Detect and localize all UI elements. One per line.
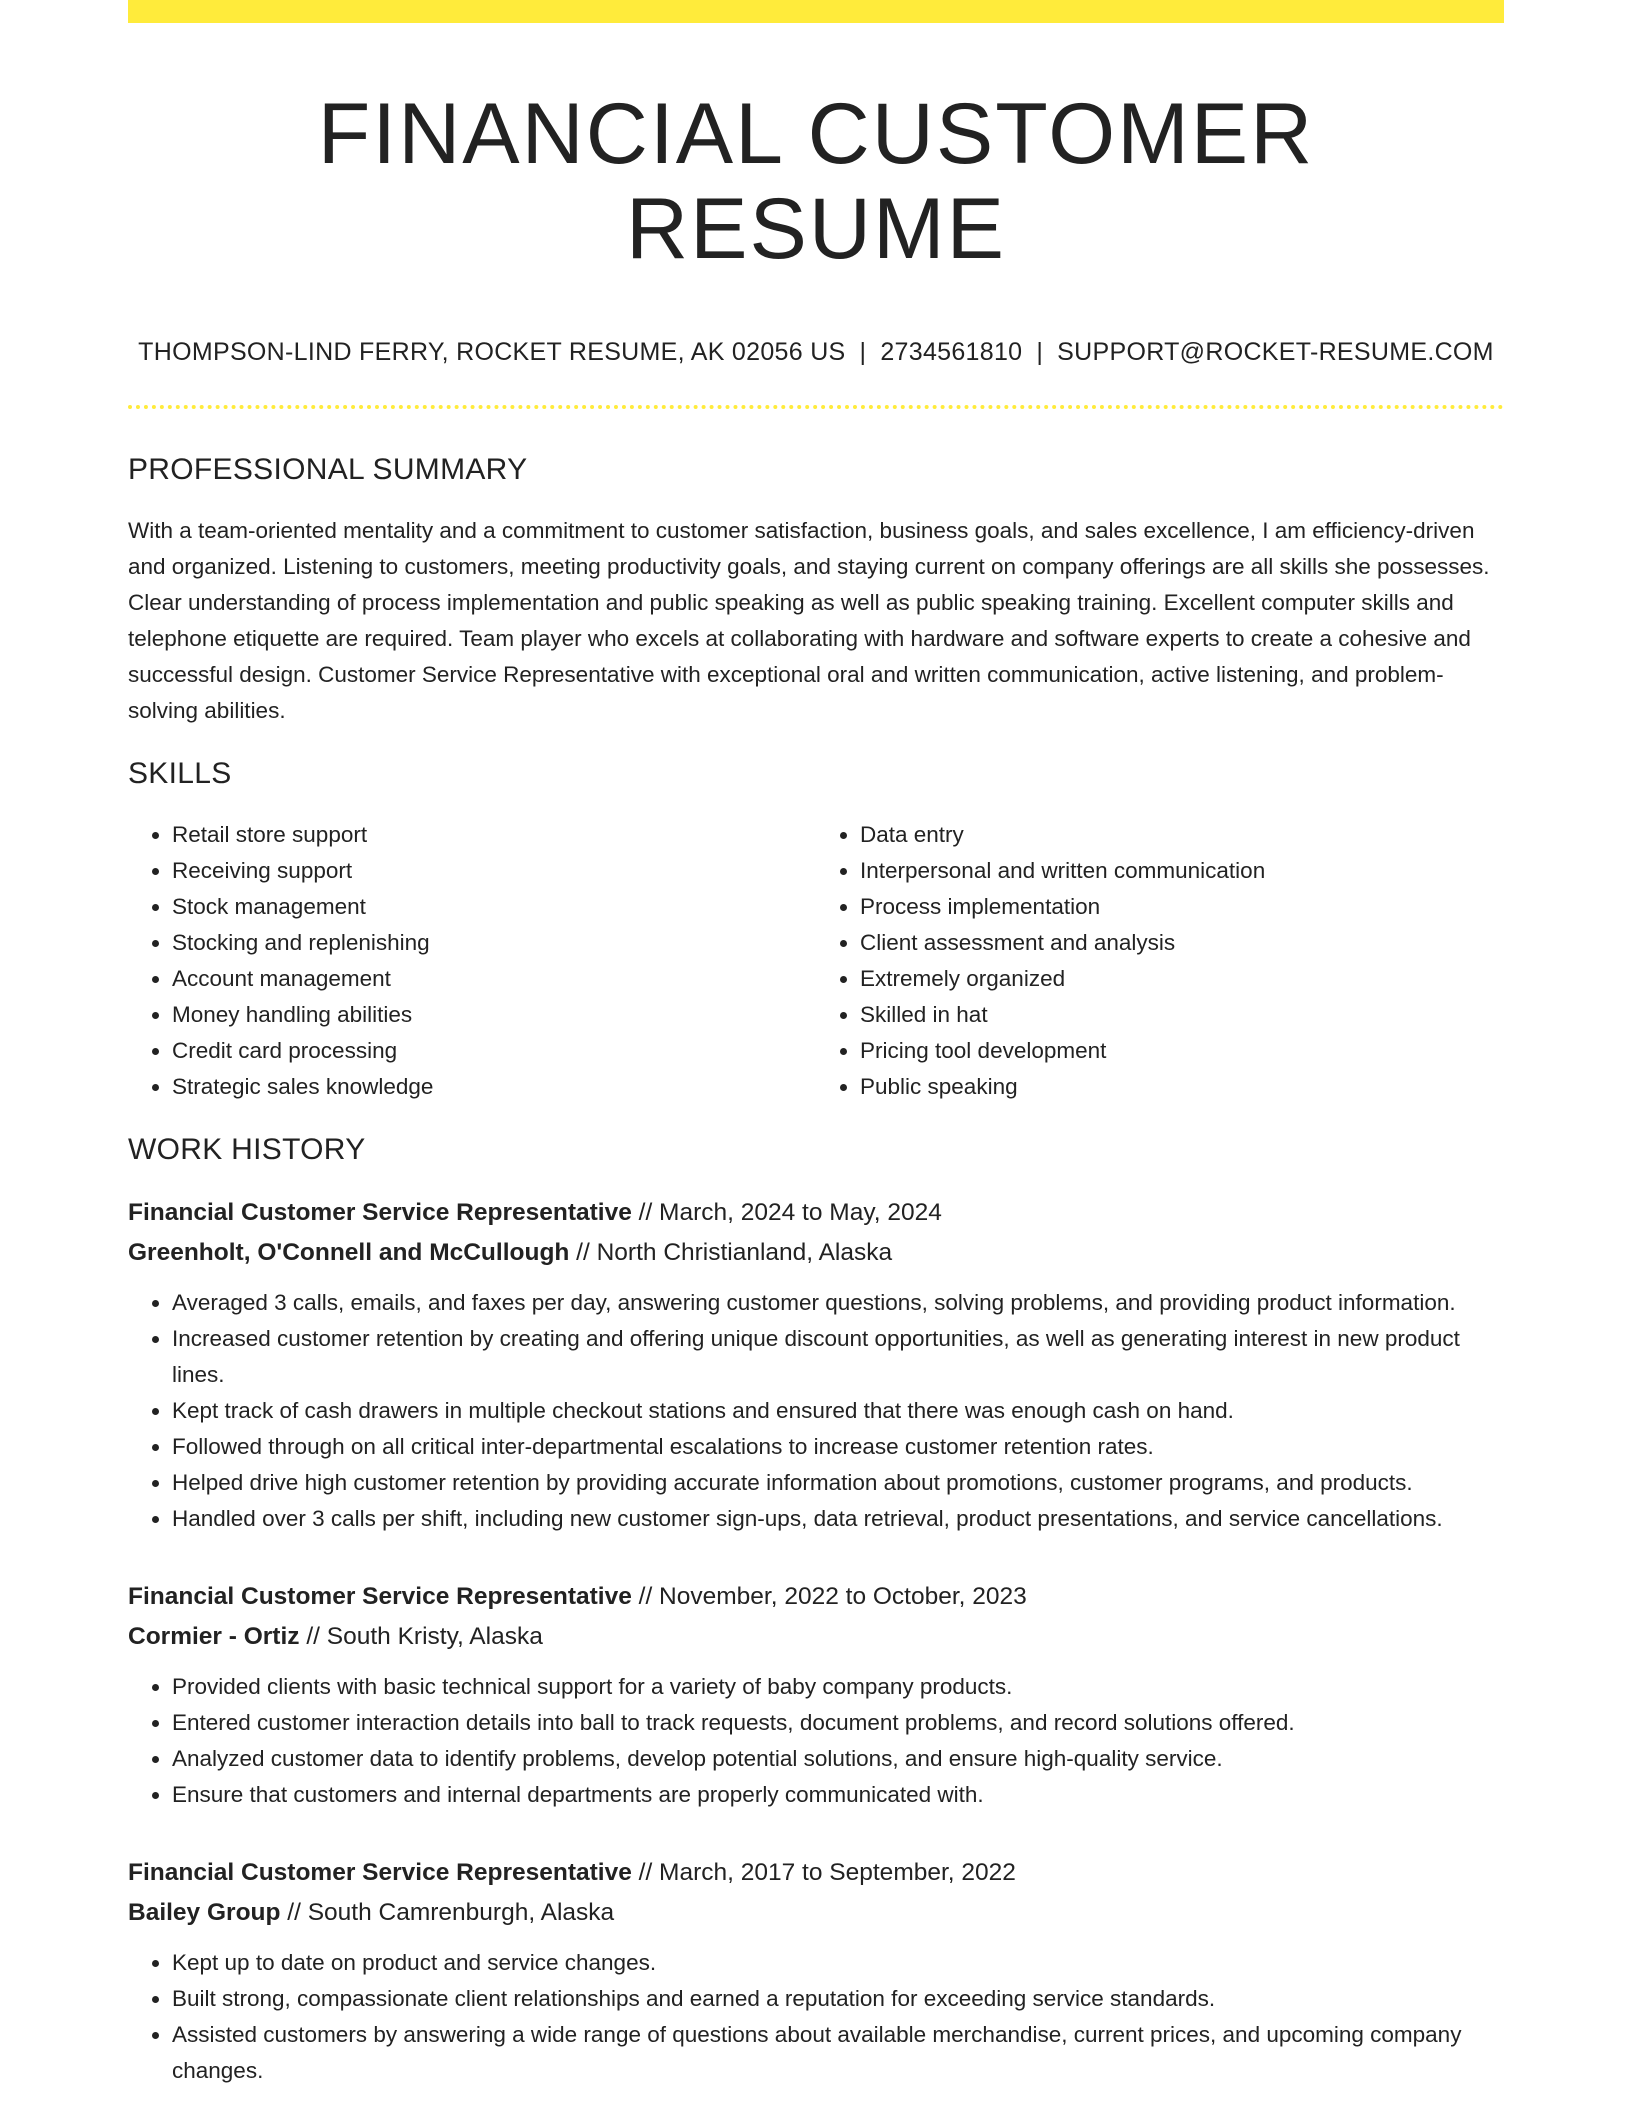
job-title-line [128, 1577, 1504, 1617]
job-bullet: • Analyzed customer data to identify problems, develop potential solutions, and ensure high-quality service. [172, 1741, 1504, 1777]
skill-item: • Extremely organized [860, 961, 1504, 997]
skills-list [128, 817, 1504, 1105]
job-bullet: • Increased customer retention by creating and offering unique discount opportunities, as well as generating interest in new product lines. [172, 1321, 1504, 1393]
work-history-heading: WORK HISTORY [128, 1133, 366, 1167]
resume-title: FINANCIAL CUSTOMER RESUME [317, 86, 1315, 277]
job-bullets [128, 1945, 1504, 2089]
job-entry [128, 1853, 1504, 2089]
skill-item: • Interpersonal and written communication [860, 853, 1504, 889]
job-bullet: • Built strong, compassionate client relationships and earned a reputation for exceeding service standards. [172, 1981, 1504, 2017]
job-role: Financial Customer Service Representative [128, 1859, 632, 1887]
job-bullet: • Assisted customers by answering a wide range of questions about available merchandise, current prices, and upcoming company changes. [172, 2017, 1504, 2089]
skill-item: • Retail store support [172, 817, 816, 853]
job-bullet: • Kept track of cash drawers in multiple checkout stations and ensured that there was enough cash on hand. [172, 1393, 1504, 1429]
job-company: Cormier - Ortiz [128, 1623, 300, 1651]
contact-line [128, 338, 1504, 367]
job-title-line [128, 1853, 1504, 1893]
skill-item: • Receiving support [172, 853, 816, 889]
job-entry [128, 1193, 1504, 1537]
job-bullet: • Followed through on all critical inter-departmental escalations to increase customer retention rates. [172, 1429, 1504, 1465]
job-dates: // March, 2024 to May, 2024 [631, 1199, 942, 1227]
skill-item: • Money handling abilities [172, 997, 816, 1033]
contact-separator: | [1036, 338, 1044, 367]
job-bullet: • Handled over 3 calls per shift, including new customer sign-ups, data retrieval, product presentations, and service cancellations. [172, 1501, 1504, 1537]
summary-text: With a team-oriented mentality and a commitment to customer satisfaction, business goals, and sales excellence, I am efficiency-driven and organized. Listening to customers, meeting productivity goals, and staying current on company offerings are all skills she possesses. Clear understanding of process implementation and public speaking as well as public speaking training. Excellent computer skills and telephone etiquette are required. Team player who excels at collaborating with hardware and software experts to create a cohesive and successful design. Customer Service Representative with exceptional oral and written communication, active listening, and problem-solving abilities. [128, 518, 1490, 724]
job-location: // North Christianland, Alaska [569, 1239, 893, 1267]
job-bullets [128, 1285, 1504, 1537]
job-bullet: • Kept up to date on product and service changes. [172, 1945, 1504, 1981]
skill-item: • Client assessment and analysis [860, 925, 1504, 961]
top-accent-bar [128, 0, 1504, 23]
contact-separator: | [859, 338, 867, 367]
job-role: Financial Customer Service Representative [128, 1199, 632, 1227]
job-role: Financial Customer Service Representative [128, 1583, 632, 1611]
job-title-line [128, 1193, 1504, 1233]
job-location: // South Kristy, Alaska [299, 1623, 543, 1651]
contact-email: SUPPORT@ROCKET-RESUME.COM [1057, 338, 1494, 367]
job-bullet: • Entered customer interaction details into ball to track requests, document problems, and record solutions offered. [172, 1705, 1504, 1741]
skill-item: • Skilled in hat [860, 997, 1504, 1033]
job-dates: // November, 2022 to October, 2023 [631, 1583, 1027, 1611]
job-company: Greenholt, O'Connell and McCullough [128, 1239, 570, 1267]
skill-item: • Strategic sales knowledge [172, 1069, 816, 1105]
job-bullet: • Ensure that customers and internal departments are properly communicated with. [172, 1777, 1504, 1813]
skills-column-right [816, 817, 1504, 1105]
skill-item: • Stocking and replenishing [172, 925, 816, 961]
job-bullet: • Provided clients with basic technical support for a variety of baby company products. [172, 1669, 1504, 1705]
dotted-divider [128, 405, 1504, 409]
skill-item: • Public speaking [860, 1069, 1504, 1105]
job-company-line [128, 1617, 1504, 1657]
skills-column-left [128, 817, 816, 1105]
job-dates: // March, 2017 to September, 2022 [631, 1859, 1016, 1887]
skills-heading: SKILLS [128, 757, 232, 791]
job-company: Bailey Group [128, 1899, 281, 1927]
skill-item: • Stock management [172, 889, 816, 925]
job-bullet: • Averaged 3 calls, emails, and faxes per day, answering customer questions, solving problems, and providing product information. [172, 1285, 1504, 1321]
contact-address: THOMPSON-LIND FERRY, ROCKET RESUME, AK 02056 US [138, 338, 846, 367]
contact-phone: 2734561810 [880, 338, 1023, 367]
job-company-line [128, 1893, 1504, 1933]
job-entry [128, 1577, 1504, 1813]
job-location: // South Camrenburgh, Alaska [280, 1899, 615, 1927]
job-bullet: • Helped drive high customer retention by providing accurate information about promotions, customer programs, and products. [172, 1465, 1504, 1501]
skill-item: • Data entry [860, 817, 1504, 853]
summary-heading: PROFESSIONAL SUMMARY [128, 453, 528, 487]
skill-item: • Process implementation [860, 889, 1504, 925]
resume-page [128, 0, 1504, 2089]
skill-item: • Account management [172, 961, 816, 997]
skill-item: • Credit card processing [172, 1033, 816, 1069]
job-company-line [128, 1233, 1504, 1273]
skill-item: • Pricing tool development [860, 1033, 1504, 1069]
job-bullets [128, 1669, 1504, 1813]
